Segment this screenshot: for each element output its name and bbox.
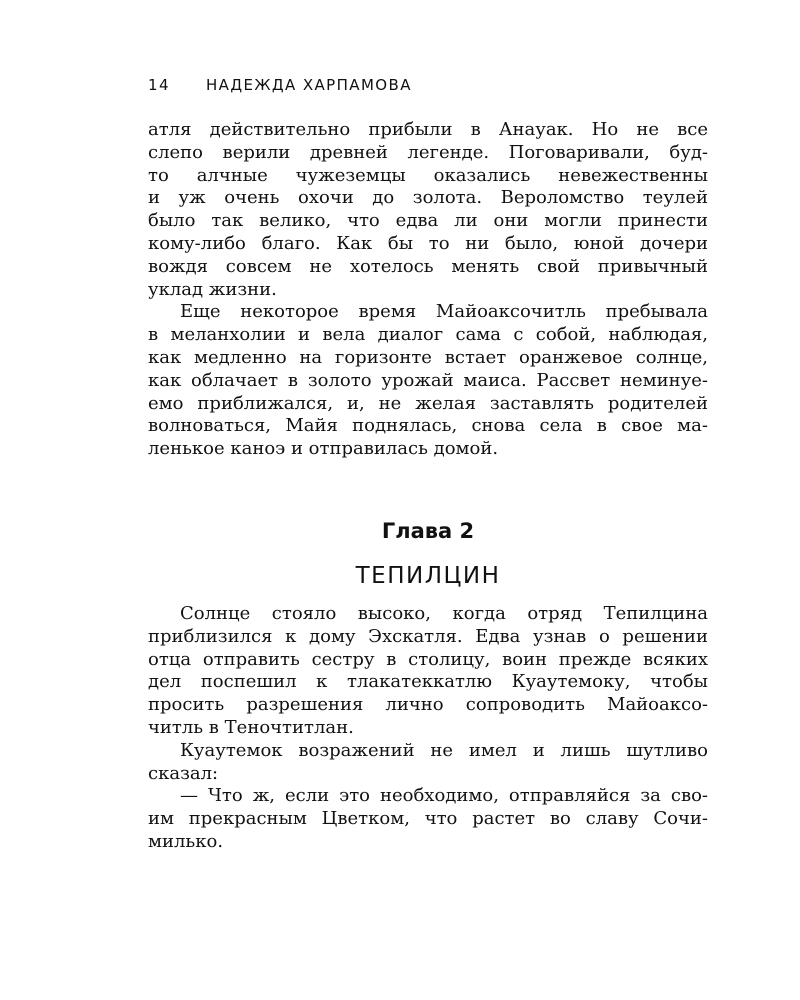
text-line: приблизился к дому Эхскатля. Едва узнав о решении: [148, 625, 708, 647]
text-line: уклад жизни.: [148, 278, 277, 300]
text-line: слепо верили древней легенде. Поговаривали, буд-: [148, 141, 708, 163]
text-line: дел поспешил к тлакатеккатлю Куаутемоку, чтобы: [148, 671, 708, 693]
text-line: Куаутемок возражений не имел и лишь шутливо: [180, 739, 708, 761]
text-line: емо приближался, и, не желая заставлять родителей: [148, 392, 708, 414]
text-line: сказал:: [148, 762, 219, 784]
text-line: просить разрешения лично сопроводить Майоаксо-: [148, 694, 708, 716]
text-line: читль в Теночтитлан.: [148, 716, 354, 738]
text-line: ленькое каноэ и отправилась домой.: [148, 438, 499, 460]
text-line: то алчные чужеземцы оказались невежественны: [148, 164, 708, 186]
text-block-2: [148, 603, 708, 854]
chapter-title: ТЕПИЛЦИН: [355, 563, 501, 589]
text-line: — Что ж, если это необходимо, отправляйся за сво-: [180, 785, 708, 807]
text-line: атля действительно прибыли в Анауак. Но не все: [148, 119, 708, 140]
text-block-1: [148, 119, 708, 461]
text-line: в меланхолии и вела диалог сама с собой, наблюдая,: [148, 324, 708, 346]
text-line: кому-либо благо. Как бы то ни было, юной дочери: [148, 232, 708, 254]
text-line: Солнце стояло высоко, когда отряд Тепилцина: [180, 603, 708, 624]
text-line: как облачает в золото урожай маиса. Рассвет неминуе-: [148, 369, 708, 391]
text-line: волноваться, Майя поднялась, снова села в свое ма-: [148, 415, 708, 437]
running-header: [148, 76, 708, 98]
text-line: им прекрасным Цветком, что растет во славу Сочи-: [148, 808, 708, 830]
text-line: милько.: [148, 830, 224, 852]
text-line: Еще некоторое время Майоаксочитль пребывала: [180, 301, 708, 323]
text-line: отца отправить сестру в столицу, воин прежде всяких: [148, 648, 708, 670]
text-line: вождя совсем не хотелось менять свой привычный: [148, 255, 708, 277]
text-line: было так велико, что едва ли они могли принести: [148, 210, 708, 232]
text-line: как медленно на горизонте встает оранжевое солнце,: [148, 346, 708, 368]
text-line: и уж очень охочи до золота. Вероломство теулей: [148, 187, 708, 209]
author-name: НАДЕЖДА ХАРПАМОВА: [206, 76, 412, 94]
chapter-number: Глава 2: [381, 519, 475, 543]
page-number: 14: [148, 76, 170, 94]
